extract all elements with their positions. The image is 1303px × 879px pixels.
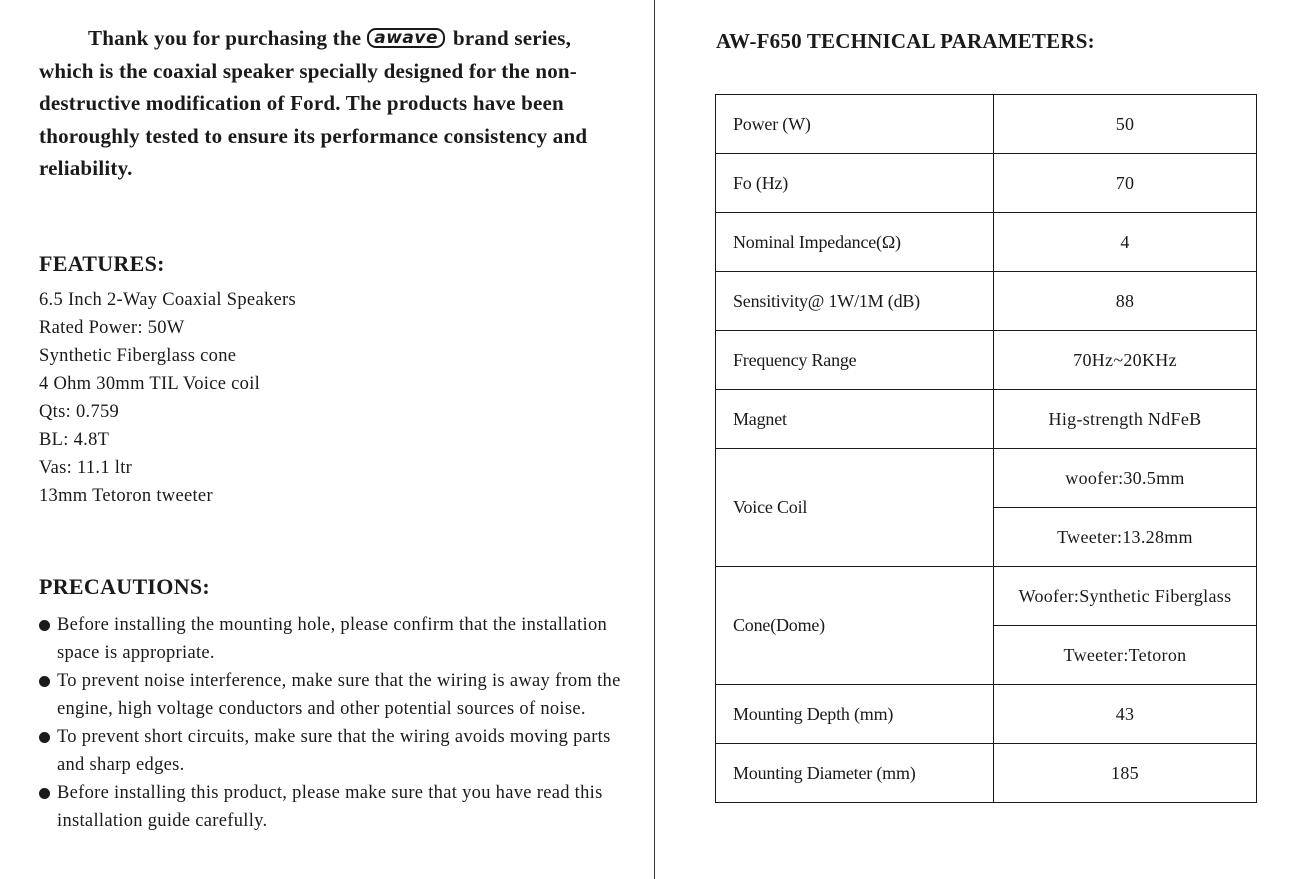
precaution-text: Before installing this product, please make sure that you have read this installation guide carefully. — [57, 783, 603, 831]
spec-value: 88 — [994, 272, 1257, 331]
page-divider — [654, 0, 655, 879]
spec-value: Hig-strength NdFeB — [994, 390, 1257, 449]
awave-logo: awave — [367, 28, 445, 48]
spec-label: Mounting Diameter (mm) — [716, 744, 994, 803]
spec-row-mounting-diameter — [716, 744, 1257, 803]
spec-value: 4 — [994, 213, 1257, 272]
precaution-item — [39, 723, 629, 779]
specs-title: AW-F650 TECHNICAL PARAMETERS: — [716, 29, 1095, 53]
feature-item: Vas: 11.1 ltr — [39, 458, 133, 478]
spec-value: 185 — [994, 744, 1257, 803]
spec-value: 50 — [994, 95, 1257, 154]
spec-value: 70Hz~20KHz — [994, 331, 1257, 390]
intro-text-before-logo: Thank you for purchasing the — [88, 26, 362, 50]
spec-row-fo — [716, 154, 1257, 213]
spec-label: Fo (Hz) — [716, 154, 994, 213]
spec-row-mounting-depth — [716, 685, 1257, 744]
spec-row-impedance — [716, 213, 1257, 272]
intro-text-after-logo: brand series, which is the coaxial speaker specially designed for the non-destructive modification of Ford. The products have been thoroughly tested to ensure its performance consistency and reliability. — [39, 26, 588, 180]
spec-value: 70 — [994, 154, 1257, 213]
spec-label: Frequency Range — [716, 331, 994, 390]
feature-item: 6.5 Inch 2-Way Coaxial Speakers — [39, 290, 296, 310]
spec-value: Tweeter:13.28mm — [994, 508, 1257, 567]
features-list — [39, 286, 296, 510]
spec-row-sensitivity — [716, 272, 1257, 331]
precaution-text: To prevent short circuits, make sure that the wiring avoids moving parts and sharp edges. — [57, 727, 611, 775]
specs-table — [715, 94, 1257, 803]
spec-label: Voice Coil — [716, 449, 994, 567]
bullet-icon — [39, 788, 50, 799]
spec-value: Tweeter:Tetoron — [994, 626, 1257, 685]
features-title: FEATURES: — [39, 251, 165, 276]
spec-label: Sensitivity@ 1W/1M (dB) — [716, 272, 994, 331]
spec-label: Cone(Dome) — [716, 567, 994, 685]
feature-item: Synthetic Fiberglass cone — [39, 346, 237, 366]
spec-row-power — [716, 95, 1257, 154]
precaution-item — [39, 667, 629, 723]
precaution-item — [39, 779, 629, 835]
intro-paragraph — [39, 22, 624, 185]
intro-block — [39, 22, 624, 185]
feature-item: 13mm Tetoron tweeter — [39, 486, 213, 506]
spec-value: 43 — [994, 685, 1257, 744]
spec-label: Mounting Depth (mm) — [716, 685, 994, 744]
precaution-item — [39, 611, 629, 667]
feature-item: BL: 4.8T — [39, 430, 110, 450]
spec-row-frequency — [716, 331, 1257, 390]
spec-row-magnet — [716, 390, 1257, 449]
spec-label: Magnet — [716, 390, 994, 449]
spec-row-voice-coil — [716, 449, 1257, 508]
spec-value: woofer:30.5mm — [994, 449, 1257, 508]
bullet-icon — [39, 676, 50, 687]
bullet-icon — [39, 620, 50, 631]
spec-label: Power (W) — [716, 95, 994, 154]
feature-item: 4 Ohm 30mm TIL Voice coil — [39, 374, 261, 394]
bullet-icon — [39, 732, 50, 743]
precaution-text: Before installing the mounting hole, please confirm that the installation space is appropriate. — [57, 615, 608, 663]
spec-label: Nominal Impedance(Ω) — [716, 213, 994, 272]
feature-item: Rated Power: 50W — [39, 318, 185, 338]
precautions-title: PRECAUTIONS: — [39, 574, 211, 599]
precaution-text: To prevent noise interference, make sure that the wiring is away from the engine, high voltage conductors and other potential sources of noise. — [57, 671, 621, 719]
feature-item: Qts: 0.759 — [39, 402, 120, 422]
spec-value: Woofer:Synthetic Fiberglass — [994, 567, 1257, 626]
precautions-list — [39, 611, 629, 835]
spec-row-cone — [716, 567, 1257, 626]
